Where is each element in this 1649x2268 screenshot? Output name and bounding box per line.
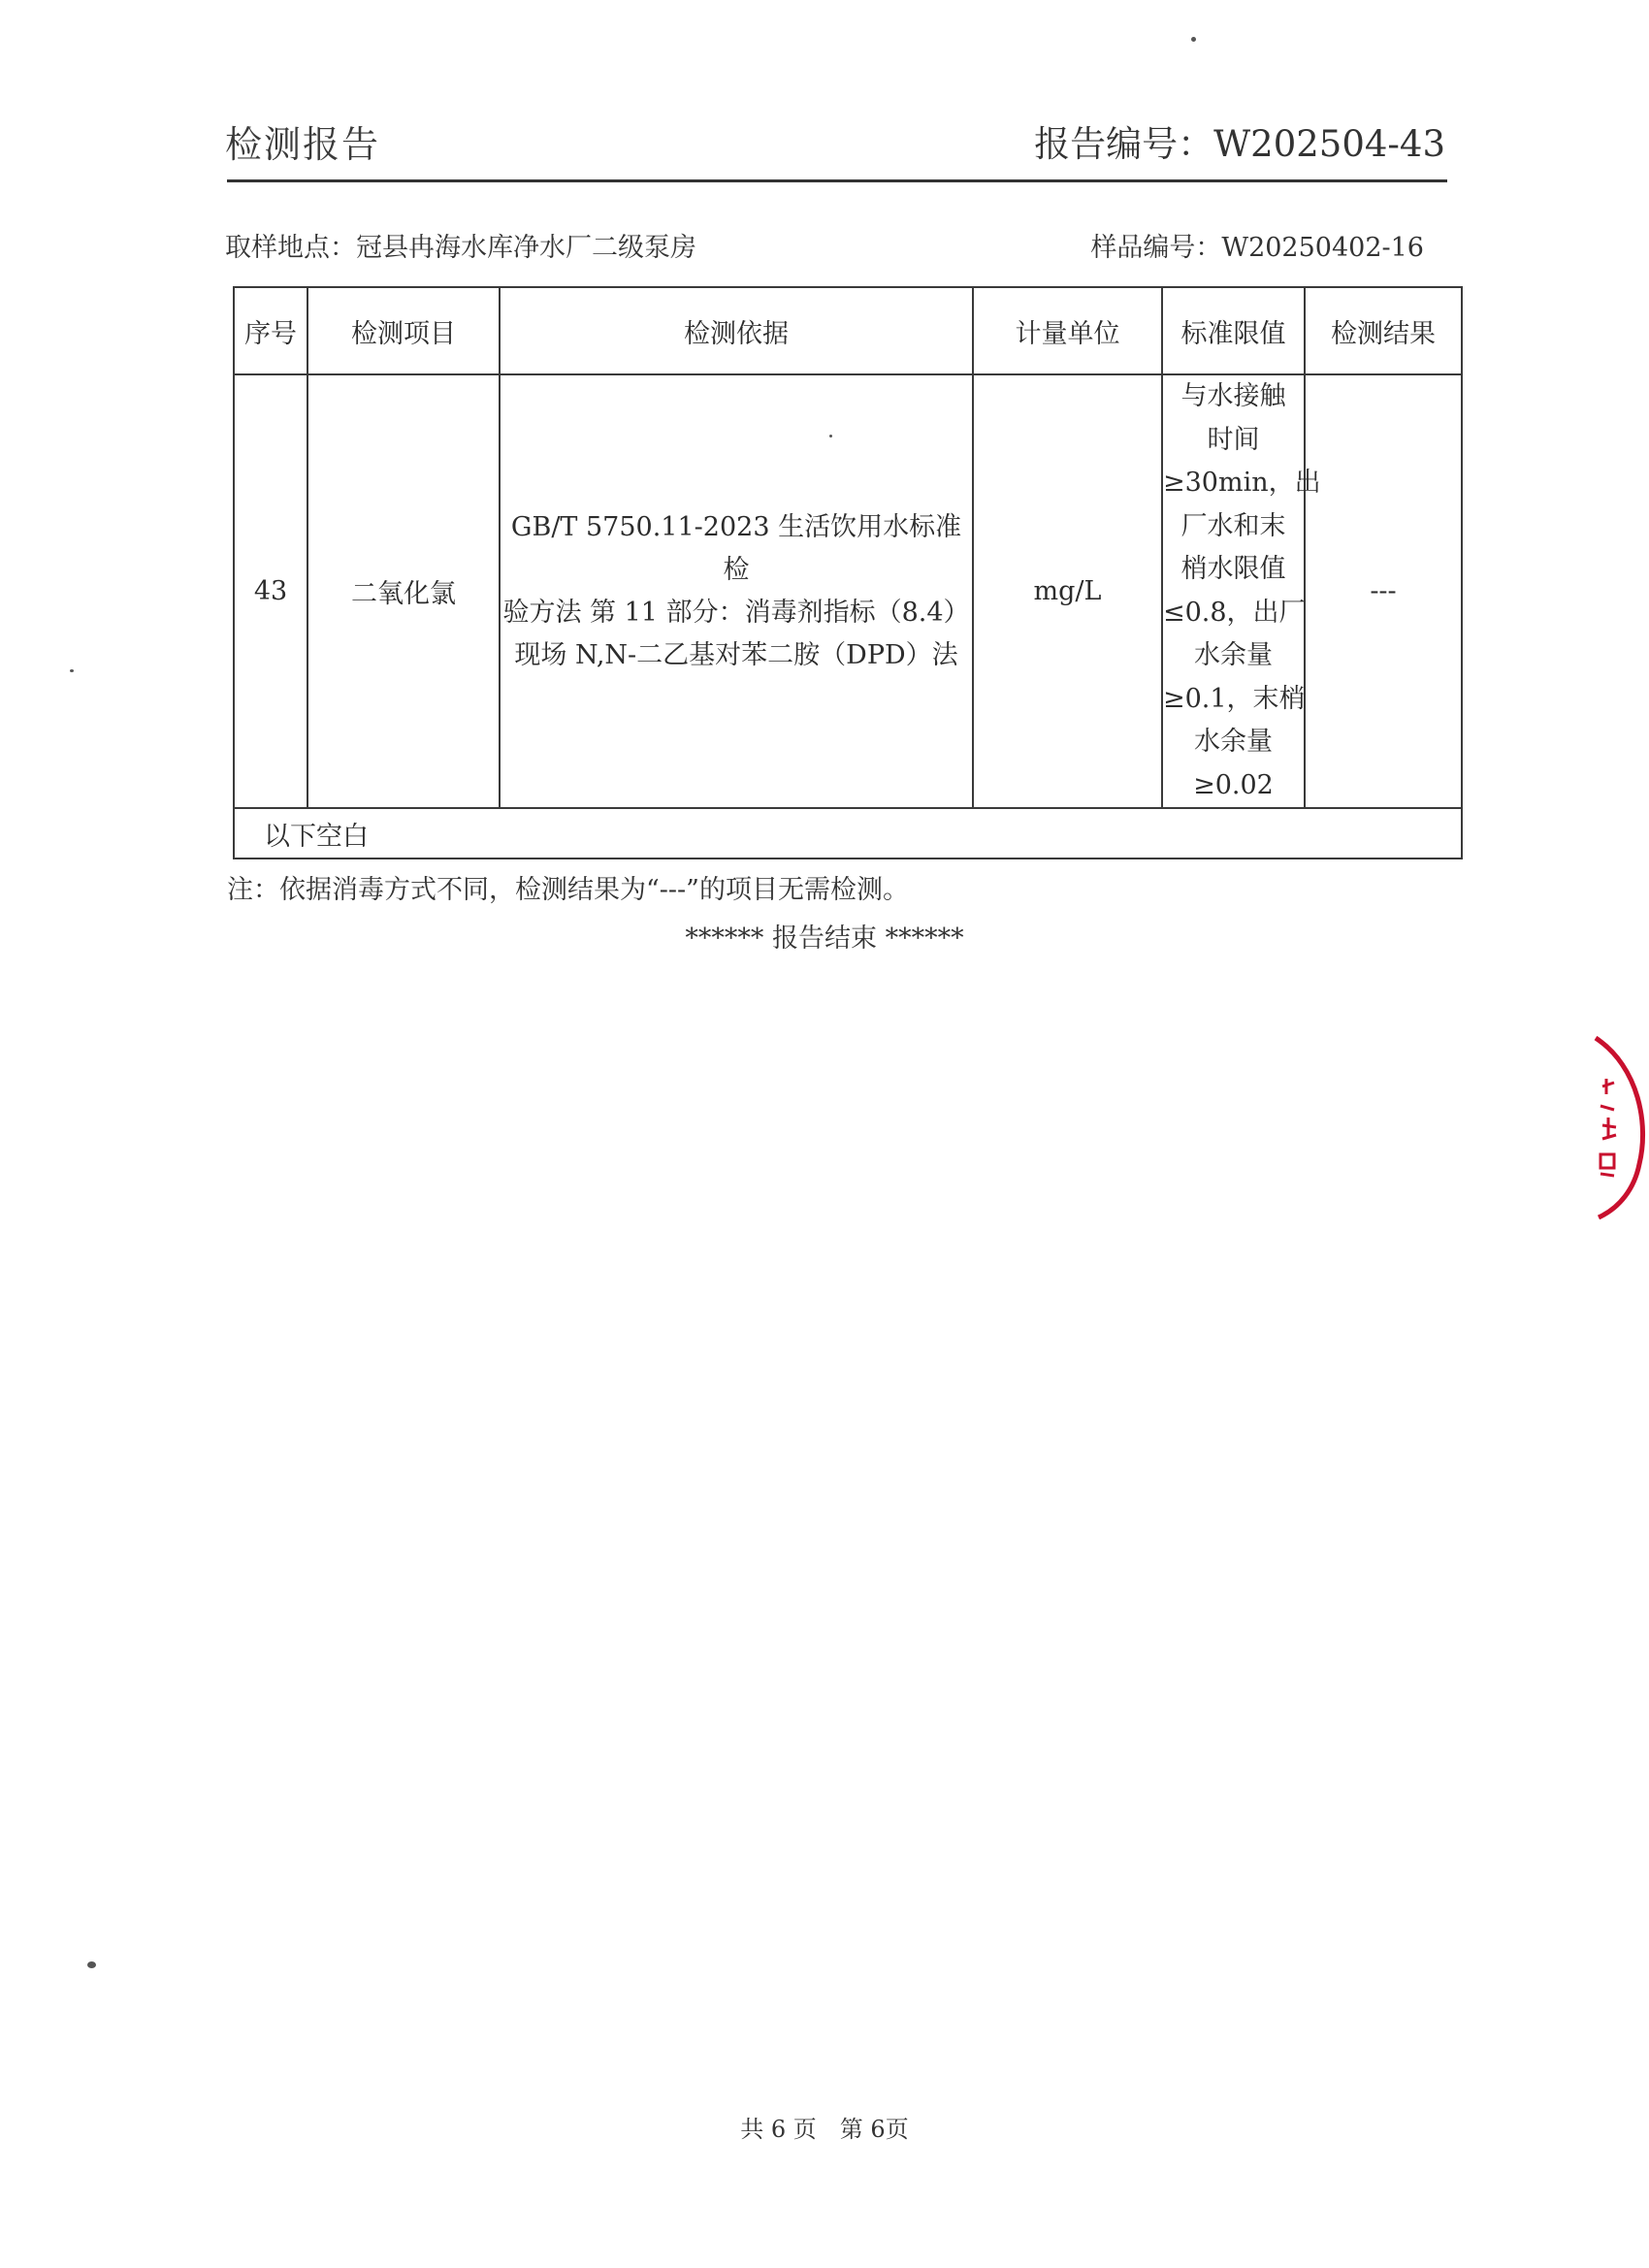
header-item: 检测项目 bbox=[307, 287, 500, 374]
header-divider bbox=[227, 179, 1447, 182]
cell-basis bbox=[500, 374, 973, 808]
table-header-row bbox=[234, 287, 1462, 374]
cell-seq: 43 bbox=[234, 374, 307, 808]
blank-label: 以下空白 bbox=[234, 808, 1462, 859]
header-limit: 标准限值 bbox=[1162, 287, 1305, 374]
footnote: 注：依据消毒方式不同，检测结果为“---”的项目无需检测。 bbox=[227, 875, 909, 905]
limit-line: 梢水限值 bbox=[1180, 554, 1286, 584]
cell-unit: mg/L bbox=[973, 374, 1162, 808]
limit-line: ≥0.02 bbox=[1193, 769, 1274, 800]
scan-speck bbox=[87, 1961, 96, 1968]
limit-line: 水余量 bbox=[1194, 640, 1273, 670]
limit-line: 水余量 bbox=[1194, 727, 1273, 757]
header-unit: 计量单位 bbox=[973, 287, 1162, 374]
cell-item: 二氧化氯 bbox=[307, 374, 500, 808]
table-row bbox=[234, 374, 1462, 808]
limit-line: ≥30min，出 bbox=[1163, 468, 1321, 498]
scan-speck bbox=[70, 669, 74, 672]
limit-line: ≤0.8，出厂 bbox=[1163, 597, 1306, 628]
limit-line: 时间 bbox=[1207, 424, 1260, 455]
seal-ring bbox=[1596, 1038, 1643, 1217]
report-heading: 检测报告 bbox=[225, 123, 381, 166]
header-result: 检测结果 bbox=[1305, 287, 1462, 374]
basis-line: 验方法 第 11 部分：消毒剂指标（8.4） bbox=[502, 597, 970, 628]
sampling-location: 取样地点：冠县冉海水库净水厂二级泵房 bbox=[225, 233, 696, 263]
seal-stamp-fragment bbox=[1581, 1019, 1649, 1232]
limit-line: 厂水和末 bbox=[1180, 510, 1286, 541]
limit-line: 与水接触 bbox=[1180, 381, 1286, 411]
blank-row bbox=[234, 808, 1462, 859]
basis-line: GB/T 5750.11-2023 生活饮用水标准检 bbox=[510, 511, 962, 585]
cell-limit bbox=[1162, 374, 1321, 808]
report-number: 报告编号：W202504-43 bbox=[1034, 123, 1445, 165]
header-basis: 检测依据 bbox=[500, 287, 973, 374]
sample-number: 样品编号：W20250402-16 bbox=[1090, 233, 1424, 263]
page-counter: 共 6 页 第 6页 bbox=[740, 2116, 909, 2143]
scan-speck bbox=[1191, 37, 1196, 42]
end-of-report-marker: ****** 报告结束 ****** bbox=[685, 923, 964, 954]
cell-result: --- bbox=[1305, 374, 1462, 808]
scan-speck bbox=[829, 435, 832, 437]
header-seq: 序号 bbox=[234, 287, 307, 374]
basis-line: 现场 N,N-二乙基对苯二胺（DPD）法 bbox=[514, 639, 958, 670]
results-table bbox=[233, 286, 1463, 859]
limit-line: ≥0.1，末梢 bbox=[1163, 683, 1306, 714]
